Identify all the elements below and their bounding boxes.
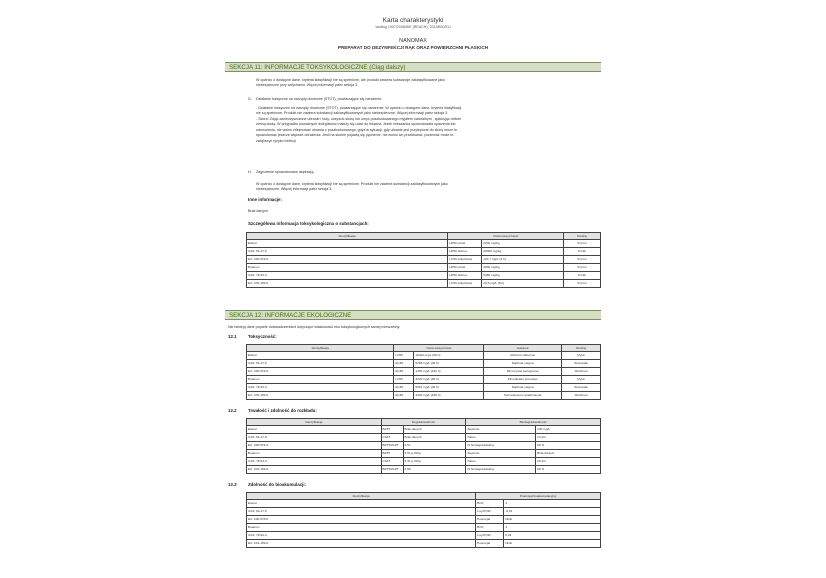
substance-ec: EC: 201-159-0 (247, 391, 394, 399)
substance-ec: EC: 201-159-0 (247, 539, 476, 547)
s12-intro: Nie istnieją dane poparte doświadczeniami dotyczące właściwości eko toksykologicznych samej mieszaniny. (228, 325, 401, 329)
cell: LC50 wdychanie (448, 279, 482, 287)
cell: % biodegradowalny (466, 465, 536, 473)
substance-cas: CAS: 64-17-5 (247, 507, 476, 515)
col-header: Identyfikacja (247, 345, 394, 352)
cell: 4900 mg/kg (482, 263, 564, 271)
cell: LC50 (394, 351, 414, 359)
cell: LD50 ustna (448, 239, 482, 247)
cell: 6200 mg/kg (482, 239, 564, 247)
cell: Skorupiak (562, 383, 601, 391)
cell: Log POW (476, 531, 504, 539)
substance-cas: CAS: 78-93-3 (247, 457, 382, 465)
substance-ec: EC: 201-159-0 (247, 465, 382, 473)
cell: 2.31 g O2/g (403, 457, 466, 465)
cell: % biodegradowalny (466, 441, 536, 449)
cell: 3 (504, 499, 601, 507)
table-row (247, 457, 601, 465)
cell: 0.57 (403, 441, 466, 449)
cell: 6480 mg/kg (482, 271, 564, 279)
tox-table (246, 232, 601, 288)
cell: 5091 mg/L (48 h) (414, 383, 484, 391)
cell: Niski (504, 515, 601, 523)
table-row (247, 239, 601, 247)
cell: Microcystis aeruginosa (484, 367, 562, 375)
cell: BZT5 (381, 449, 403, 457)
s11-g-line-6: spowodować jeszcze większe obrażenia. Jeśli na skórze pojawią się pęcherze, nie wolno ich przekłuwać, ponieważ może to (256, 133, 454, 137)
cell: BZT5 (381, 425, 403, 433)
col-header: Biodegradowalność (466, 419, 601, 426)
cell: 14 dni (536, 433, 601, 441)
s11-h-line-2: niebezpieczne. Więcej informacji patrz sekcja 3. (256, 187, 333, 191)
cell: 3220 mg/L (96 h) (414, 375, 484, 383)
s11-para-1b: niebezpieczne przy wdychaniu. Więcej informacji patrz sekcja 3. (256, 83, 359, 87)
col-header: Identyfikacja (247, 233, 448, 240)
table-row (247, 383, 601, 391)
s12-2-number: 12.2 (228, 408, 237, 413)
s11-g-line-3: - Skóra: Zdjąć zanieczyszczone ubranie i buty, oczyścić skórę lub umyć poszkodowanego myjdłem naturalnym , spłukując obficie (256, 117, 462, 121)
s12-3-number: 12.3 (228, 482, 237, 487)
substance-name: Butanon (247, 375, 394, 383)
table-row (247, 391, 601, 399)
cell: LD50 ustna (448, 263, 482, 271)
cell: Ryba (562, 351, 601, 359)
s12-3-title: Zdolność do bioakumulacji: (248, 482, 307, 487)
substance-cas: CAS: 78-93-3 (247, 531, 476, 539)
document-subtitle: według 1907/2006/WE (REACH), 2015/830/EU (375, 25, 451, 29)
degradation-table (246, 418, 601, 474)
bioaccumulation-table (246, 492, 601, 548)
cell: Daphnia magna (484, 359, 562, 367)
other-info-heading: Inne informacje: (248, 197, 282, 202)
col-header: Ostra toksyczność (448, 233, 564, 240)
cell: 1450 mg/L (192 h) (414, 367, 484, 375)
substance-name: Butanon (247, 263, 448, 271)
substance-ec: EC: 200-578-6 (247, 255, 448, 263)
substance-ec: EC: 200-578-6 (247, 441, 382, 449)
cell: Brak danych (403, 425, 466, 433)
col-header: Potencjał bioakumulacyjny (476, 493, 601, 500)
cell: Scenedesmus quadricauda (484, 391, 562, 399)
cell: 23,5 mg/L (8 h) (482, 279, 564, 287)
cell: Ryba (562, 375, 601, 383)
cell: BCF (476, 499, 504, 507)
cell: 89 % (536, 441, 601, 449)
cell: Potencjał (476, 515, 504, 523)
cell: LC50 wdychanie (448, 255, 482, 263)
table-row (247, 279, 601, 287)
cell: ChZT (381, 433, 403, 441)
cell: 124,7 mg/L (4 h) (482, 255, 564, 263)
table-row (247, 531, 601, 539)
cell: Potencjał (476, 539, 504, 547)
table-row (247, 375, 601, 383)
col-header: Degradowalność (381, 419, 466, 426)
substance-name: Etanol (247, 499, 476, 507)
s11-h-label: H- (248, 170, 252, 174)
substance-name: Etanol (247, 351, 394, 359)
cell: EC50 (394, 359, 414, 367)
s11-g-line-2: nie są spełnione. Produkt nie zawiera substancji zaklasyfikowanych jako niebezpieczne. Więcej informacji patrz sekcja 3. (256, 111, 449, 115)
cell: Wodorost (562, 391, 601, 399)
section-11-header: SEKCJA 11: INFORMACJE TOKSYKOLOGICZNE (Ciąg dalszy) (225, 62, 601, 72)
cell: 20 dni (536, 457, 601, 465)
table-row (247, 441, 601, 449)
cell: Szczur (564, 279, 601, 287)
substance-cas: CAS: 64-17-5 (247, 247, 448, 255)
substance-cas: CAS: 64-17-5 (247, 359, 394, 367)
detail-tox-heading: Szczegółowa informacja toksykologiczna o substancjach: (248, 221, 369, 226)
table-row (247, 465, 601, 473)
cell: 5268 mg/L (48 h) (414, 359, 484, 367)
s11-g-heading: Działanie toksyczne na narządy docelowe (STOT), powtarzające się narażenie: (256, 97, 383, 101)
substance-name: Butanon (247, 523, 476, 531)
table-row (247, 425, 601, 433)
cell: Szczur (564, 263, 601, 271)
cell: Skorupiak (562, 359, 601, 367)
s11-g-line-7: zwiększyć ryzyko infekcji. (256, 139, 297, 143)
cell: EC50 (394, 391, 414, 399)
cell: 2.01 g O2/g (403, 449, 466, 457)
s12-1-title: Toksyczność: (248, 334, 277, 339)
cell: Królik (564, 271, 601, 279)
col-header: Identyfikacja (247, 419, 382, 426)
cell: Brak danych (403, 433, 466, 441)
table-row (247, 255, 601, 263)
table-row (247, 247, 601, 255)
cell: LC50 (394, 375, 414, 383)
cell: BCF (476, 523, 504, 531)
col-header: Identyfikacja (247, 493, 476, 500)
cell: 100 mg/L (536, 425, 601, 433)
cell: Okres (466, 457, 536, 465)
ecotox-table (246, 344, 601, 400)
substance-ec: EC: 200-578-6 (247, 515, 476, 523)
table-row (247, 507, 601, 515)
table-row (247, 359, 601, 367)
document-page (218, 0, 608, 578)
col-header: Rodzaj (564, 233, 601, 240)
cell: Niski (504, 539, 601, 547)
cell: 89 % (536, 465, 601, 473)
product-name: NANOMAX (399, 38, 427, 44)
s12-1-number: 12.1 (228, 334, 237, 339)
s11-g-line-4: zimną wodą. W przypadku poważnych dolegliwości należy się udać do lekarza. Jeżeli mieszanka spowodowała oparzenia lub (256, 122, 456, 126)
cell: 11000 mg/L (96 h) (414, 351, 484, 359)
s11-g-line-1: - Działanie toksyczne na narządy docelowe (STOT), powtarzające się narażenie: W oparciu o dostępne dane, kryteria klasyfikacji (256, 106, 462, 110)
table-row (247, 515, 601, 523)
cell: EC50 (394, 383, 414, 391)
s11-g-label: G- (248, 97, 252, 101)
cell: BZT5/ChZT (381, 441, 403, 449)
cell: Stężenie (466, 425, 536, 433)
table-row (247, 449, 601, 457)
cell: -0,31 (504, 507, 601, 515)
s11-h-line-1: W oparciu o dostępne dane, kryteria klasyfikacji nie są spełnione. Produkt nie zawiera substancji zaklasyfikowanych jako (256, 182, 448, 186)
cell: Wodorost (562, 367, 601, 375)
cell: Log POW (476, 507, 504, 515)
table-row (247, 351, 601, 359)
s12-2-title: Trwałość i zdolność do rozkładu: (248, 408, 317, 413)
cell: Szczur (564, 255, 601, 263)
document-title: Karta charakterystyki (382, 17, 444, 24)
product-description: PREPARAT DO DEZYNFEKCJI RĄK ORAZ POWIERZCHNI PŁASKICH (337, 45, 489, 50)
substance-name: Etanol (247, 425, 382, 433)
cell: 0,29 (504, 531, 601, 539)
cell: 4300 mg/L (168 h) (414, 391, 484, 399)
other-info-text: Brak danych (248, 209, 268, 213)
col-header: Gatunek (484, 345, 562, 352)
s11-g-line-5: odmrożenia, nie wolno zdejmować ubrania z poszkodowanego, gdyż w sytuacji, gdy ubranie jest przylepione do skóry może to (256, 128, 457, 132)
cell: Okres (466, 433, 536, 441)
substance-cas: CAS: 78-93-3 (247, 271, 448, 279)
cell: Szczur (564, 239, 601, 247)
cell: Królik (564, 247, 601, 255)
cell: 0.88 (403, 465, 466, 473)
substance-cas: CAS: 78-93-3 (247, 383, 394, 391)
table-row (247, 271, 601, 279)
cell: 3 (504, 523, 601, 531)
table-row (247, 433, 601, 441)
cell: 20000 mg/kg (482, 247, 564, 255)
table-row (247, 539, 601, 547)
cell: ChZT (381, 457, 403, 465)
substance-name: Etanol (247, 239, 448, 247)
col-header: Ostra toksyczność (394, 345, 484, 352)
cell: BZT5/ChZT (381, 465, 403, 473)
table-row (247, 263, 601, 271)
table-row (247, 499, 601, 507)
cell: Alburnus alburnus (484, 351, 562, 359)
substance-cas: CAS: 64-17-5 (247, 433, 382, 441)
cell: LD50 skórna (448, 247, 482, 255)
s11-h-heading: Zagrożenie spowodowane aspiracją: (256, 170, 315, 174)
substance-name: Butanon (247, 449, 382, 457)
section-12-header: SEKCJA 12: INFORMACJE EKOLOGICZNE (225, 310, 601, 320)
col-header: Rodzaj (562, 345, 601, 352)
table-row (247, 523, 601, 531)
cell: LD50 skórna (448, 271, 482, 279)
cell: Pimephales promelas (484, 375, 562, 383)
cell: Daphnia magna (484, 383, 562, 391)
cell: Brak danych (536, 449, 601, 457)
cell: Stężenie (466, 449, 536, 457)
s11-para-1a: W oparciu o dostępne dane, kryteria klasyfikacji nie są spełnione, ale produkt zawiera substancje zaklasyfikowane jako (256, 78, 445, 82)
substance-ec: EC: 200-578-6 (247, 367, 394, 375)
substance-ec: EC: 201-159-0 (247, 279, 448, 287)
table-row (247, 367, 601, 375)
cell: EC50 (394, 367, 414, 375)
